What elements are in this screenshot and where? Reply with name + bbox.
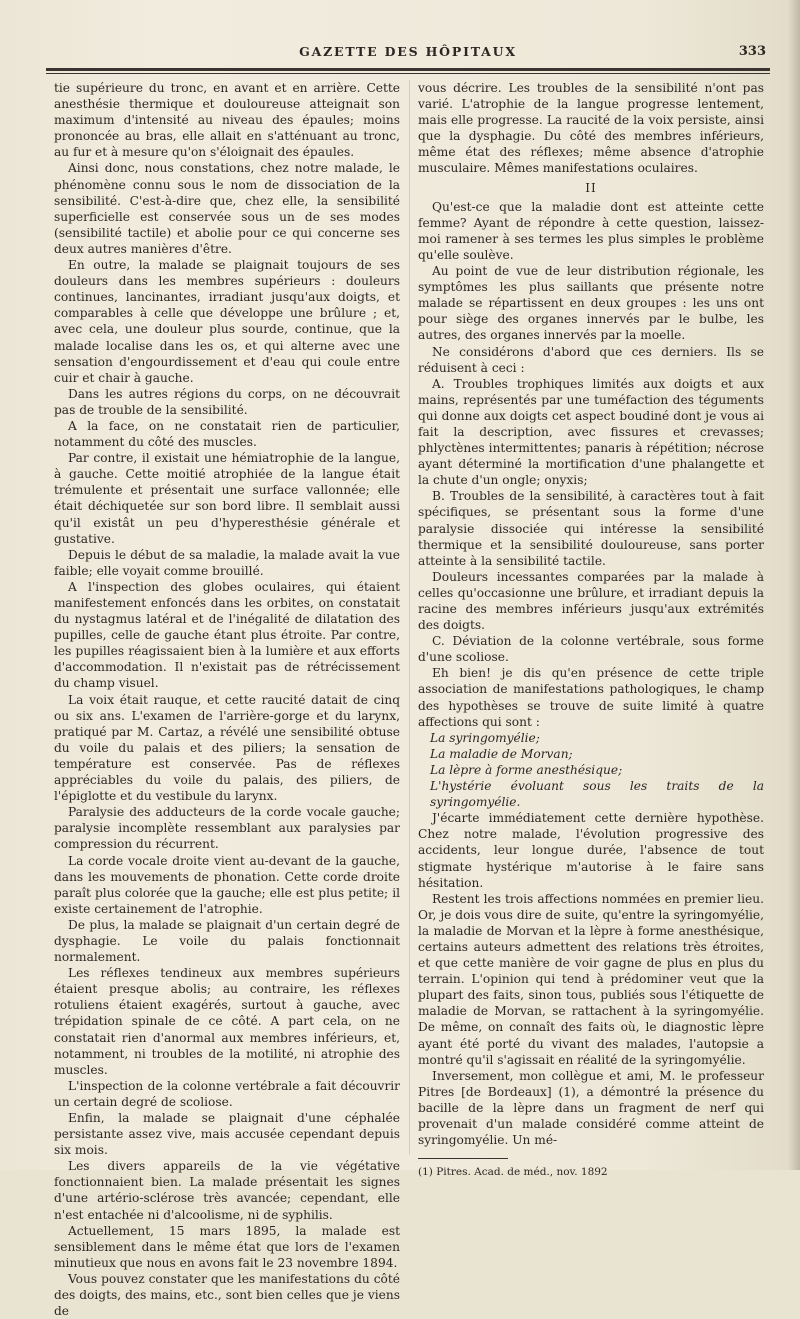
left-column [54,80,400,1319]
paragraph: La corde vocale droite vient au-devant de la gauche, dans les mouvements de phonation. Cette corde droite paraît plus colorée que la gauche; elle est plus petite; il existe certainement de l'atrophie. [54,853,400,916]
paragraph: Ainsi donc, nous constations, chez notre malade, le phénomène connu sous le nom de dissociation de la sensibilité. C'est-à-dire que, chez elle, la sensibilité superficielle est conservée sous un de ses modes (sensibilité tactile) et abolie pour ce qui concerne ses deux autres manières d'être. [54,161,400,256]
paragraph: Inversement, mon collègue et ami, M. le professeur Pitres [de Bordeaux] (1), a démontré la présence du bacille de la lèpre dans un fragment de nerf qui provenait d'un malade considéré comme atteint de syringomyélie. Un mé- [418,1068,764,1148]
list-item: C. Déviation de la colonne vertébrale, sous forme d'une scoliose. [418,634,764,665]
paragraph: Enfin, la malade se plaignait d'une céphalée persistante assez vive, mais accusée cependant depuis six mois. [54,1111,400,1158]
paragraph: Eh bien! je dis qu'en présence de cette triple association de manifestations pathologiques, le champ des hypothèses se trouve de suite limité à quatre affections qui sont : [418,666,764,729]
diagnosis-item: L'hystérie évoluant sous les traits de la syringomyélie. [430,779,764,810]
paragraph: J'écarte immédiatement cette dernière hypothèse. Chez notre malade, l'évolution progressive des accidents, leur longue durée, l'absence de tout stigmate hystérique m'autorise à le faire sans hésitation. [418,811,764,890]
header-rule-thick [46,68,770,71]
paragraph: Au point de vue de leur distribution régionale, les symptômes les plus saillants que présente notre malade se répartissent en deux groupes : les uns ont pour siège des organes innervés par le bulbe, les autres, des organes innervés par la moelle. [418,264,764,343]
paragraph: tie supérieure du tronc, en avant et en arrière. Cette anesthésie thermique et douloureuse atteignait son maximum d'intensité au niveau des épaules; moins prononcée au bras, elle allait en s'atténuant au tronc, au fur et à mesure qu'on s'éloignait des épaules. [54,81,400,160]
paragraph: Restent les trois affections nommées en premier lieu. Or, je dois vous dire de suite, qu'entre la syringomyélie, la maladie de Morvan et la lèpre à forme anesthésique, certains auteurs admettent des relations très étroites, et que cette manière de voir gagne de plus en plus du terrain. L'opinion qui tend à prédominer veut que la plupart des faits, sinon tous, publiés sous l'étiquette de maladie de Morvan, se rattachent à la syringomyélie. De même, on connaît des faits où, le diagnostic lèpre ayant été porté du vivant des malades, l'autopsie a montré qu'il s'agissait en réalité de la syringomyélie. [418,891,764,1067]
diagnosis-item: La maladie de Morvan; [430,746,573,761]
paragraph: Vous pouvez constater que les manifestations du côté des doigts, des mains, etc., sont bien celles que je viens de [54,1271,400,1319]
page-number: 333 [738,44,766,59]
column-divider [409,80,410,1155]
paragraph: L'inspection de la colonne vertébrale a fait découvrir un certain degré de scoliose. [54,1078,400,1109]
list-item: Douleurs incessantes comparées par la malade à celles qu'occasionne une brûlure, et irradiant depuis la racine des membres inférieurs jusqu'aux extrémités des doigts. [418,569,764,633]
paragraph: Actuellement, 15 mars 1895, la malade est sensiblement dans le même état que lors de l'examen minutieux que nous en avons fait le 23 novembre 1894. [54,1223,400,1270]
page-edge-shadow [788,0,800,1170]
footnote-rule [418,1158,508,1159]
section-heading: II [585,180,597,195]
paragraph: Depuis le début de sa maladie, la malade avait la vue faible; elle voyait comme brouillé. [54,547,400,578]
running-title: GAZETTE DES HÔPITAUX [299,44,517,59]
paragraph: Ne considérons d'abord que ces derniers. Ils se réduisent à ceci : [418,344,764,375]
paragraph: De plus, la malade se plaignait d'un certain degré de dysphagie. Le voile du palais fonctionnait normalement. [54,917,400,965]
list-item: B. Troubles de la sensibilité, à caractères tout à fait spécifiques, se présentant sous la forme d'une paralysie dissociée qui intéresse la sensibilité thermique et la sensibilité douloureuse, sans porter atteinte à la sensibilité tactile. [418,489,764,568]
paragraph: Paralysie des adducteurs de la corde vocale gauche; paralysie incomplète ressemblant aux paralysies par compression du récurrent. [54,805,400,852]
diagnosis-item: La syringomyélie; [430,730,540,745]
paragraph: Qu'est-ce que la maladie dont est atteinte cette femme? Ayant de répondre à cette question, laissez-moi ramener à ses termes les plus simples le problème qu'elle soulève. [418,199,764,262]
running-header [48,44,768,66]
paragraph: Les divers appareils de la vie végétative fonctionnaient bien. La malade présentait les signes d'une artério-sclérose très avancée; cependant, elle n'est entachée ni d'alcoolisme, ni de syphilis. [54,1159,400,1222]
right-column [418,80,764,1179]
paragraph: vous décrire. Les troubles de la sensibilité n'ont pas varié. L'atrophie de la langue progresse lentement, mais elle progresse. La raucité de la voix persiste, ainsi que la dysphagie. Du côté des membres inférieurs, même état des réflexes; même absence d'atrophie musculaire. Mêmes manifestations oculaires. [418,81,764,176]
paragraph: En outre, la malade se plaignait toujours de ses douleurs dans les membres supérieurs : douleurs continues, lancinantes, irradiant jusqu'aux doigts, et comparables à celle que développe une brûlure ; et, avec cela, une douleur plus sourde, continue, que la malade localise dans les os, et qui alterne avec une sensation d'engourdissement et d'eau qui coule entre cuir et chair à gauche. [54,258,400,385]
paragraph: La voix était rauque, et cette raucité datait de cinq ou six ans. L'examen de l'arrière-gorge et du larynx, pratiqué par M. Cartaz, a révélé une sensibilité obtuse du voile du palais et des piliers; la sensation de température est conservée. Pas de réflexes appréciables du voile du palais, des piliers, de l'épiglotte et du vestibule du larynx. [54,692,400,804]
paragraph: Les réflexes tendineux aux membres supérieurs étaient presque abolis; au contraire, les réflexes rotuliens étaient exagérés, surtout à gauche, avec trépidation spinale de ce côté. A part cela, on ne constatait rien d'anormal aux membres inférieurs, et, notamment, ni troubles de la motilité, ni atrophie des muscles. [54,966,400,1077]
list-item: A. Troubles trophiques limités aux doigts et aux mains, représentés par une tuméfaction des téguments qui donne aux doigts cet aspect boudiné dont je vous ai fait la description, avec fissures et crevasses; phlyctènes intermittentes; panaris à répétition; nécrose ayant déterminé la mortification d'une phalangette et la chute d'un ongle; onyxis; [418,376,764,488]
paragraph: A l'inspection des globes oculaires, qui étaient manifestement enfoncés dans les orbites, on constatait du nystagmus latéral et de l'inégalité de dilatation des pupilles, celle de gauche étant plus étroite. Par contre, les pupilles réagissaient bien à la lumière et aux efforts d'accommodation. Il n'existait pas de rétrécissement du champ visuel. [54,579,400,691]
paragraph: A la face, on ne constatait rien de particulier, notamment du côté des muscles. [54,418,400,450]
diagnosis-item: La lèpre à forme anesthésique; [430,762,623,777]
paragraph: Dans les autres régions du corps, on ne découvrait pas de trouble de la sensibilité. [54,386,400,417]
paragraph: Par contre, il existait une hémiatrophie de la langue, à gauche. Cette moitié atrophiée de la langue était trémulente et présentait une surface vallonnée; elle était déchiquetée sur son bord libre. Il semblait aussi qu'il existât un peu d'hyperesthésie générale et gustative. [54,451,400,546]
footnote: (1) Pitres. Acad. de méd., nov. 1892 [418,1166,608,1179]
header-rule-thin [46,73,770,74]
